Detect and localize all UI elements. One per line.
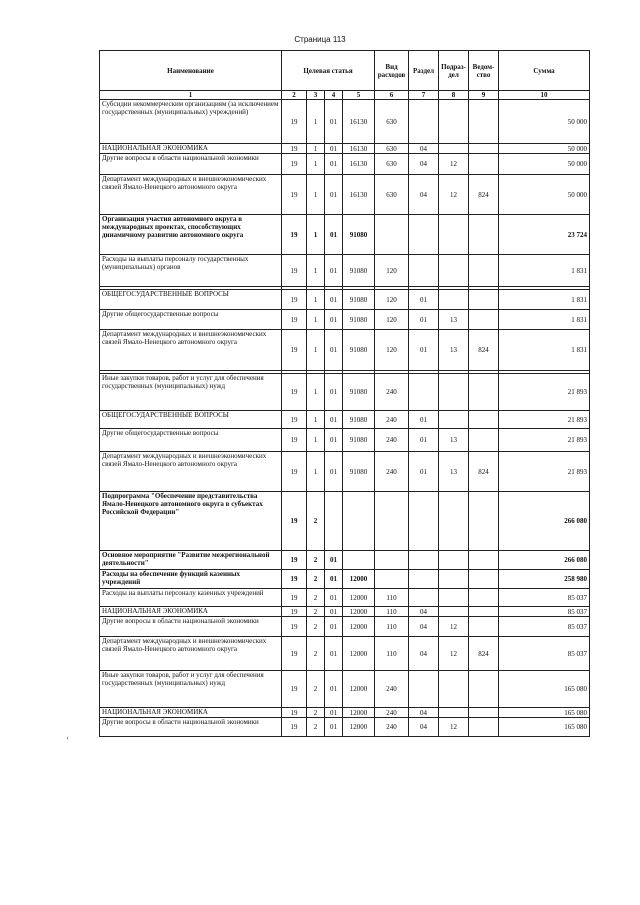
subsection-cell (439, 492, 469, 551)
expense-type-cell: 110 (375, 589, 409, 607)
scan-mark: ‘ (66, 735, 69, 745)
target-subprogram-cell: 1 (307, 310, 325, 330)
target-subprogram-cell: 1 (307, 144, 325, 154)
subsection-cell (439, 551, 469, 570)
department-code-cell (469, 144, 499, 154)
target-program-cell: 19 (282, 100, 307, 144)
target-direction-cell: 16130 (343, 175, 375, 215)
target-event-cell: 01 (325, 637, 343, 671)
amount-cell: 1 831 (499, 330, 590, 371)
row-name-cell: Другие вопросы в области национальной экономики (100, 617, 282, 637)
section-cell: 01 (409, 452, 439, 492)
target-event-cell: 01 (325, 215, 343, 255)
section-cell (409, 215, 439, 255)
department-code-cell (469, 310, 499, 330)
section-cell: 04 (409, 154, 439, 175)
col-number: 3 (307, 91, 325, 100)
target-subprogram-cell: 1 (307, 175, 325, 215)
section-cell (409, 671, 439, 708)
target-event-cell: 01 (325, 429, 343, 452)
target-subprogram-cell: 2 (307, 589, 325, 607)
table-row (100, 551, 590, 570)
target-direction-cell: 91080 (343, 374, 375, 411)
target-program-cell: 19 (282, 144, 307, 154)
expense-type-cell: 630 (375, 144, 409, 154)
department-code-cell: 824 (469, 637, 499, 671)
row-name-cell: Расходы на обеспечение функций казенных учреждений (100, 570, 282, 589)
subsection-cell (439, 411, 469, 429)
budget-table (99, 50, 590, 737)
target-program-cell: 19 (282, 617, 307, 637)
department-code-cell: 824 (469, 330, 499, 371)
row-name-cell: Организация участия автономного округа в международных проектах, способствующих динамичному развитию автономного округа (100, 215, 282, 255)
table-row (100, 637, 590, 671)
target-program-cell: 19 (282, 411, 307, 429)
amount-cell: 165 080 (499, 671, 590, 708)
target-subprogram-cell: 1 (307, 374, 325, 411)
target-event-cell: 01 (325, 570, 343, 589)
target-subprogram-cell: 2 (307, 570, 325, 589)
department-code-cell (469, 374, 499, 411)
target-event-cell: 01 (325, 175, 343, 215)
department-code-cell (469, 215, 499, 255)
amount-cell: 165 080 (499, 718, 590, 737)
row-name-cell: Департамент международных и внешнеэкономических связей Ямало-Ненецкого автономного округа (100, 330, 282, 371)
target-subprogram-cell: 2 (307, 637, 325, 671)
department-code-cell (469, 492, 499, 551)
department-code-cell (469, 100, 499, 144)
column-number-row (100, 91, 590, 100)
target-direction-cell: 91080 (343, 452, 375, 492)
department-code-cell (469, 617, 499, 637)
subsection-cell (439, 671, 469, 708)
table-row (100, 330, 590, 371)
expense-type-cell: 240 (375, 718, 409, 737)
target-event-cell: 01 (325, 452, 343, 492)
target-program-cell: 19 (282, 452, 307, 492)
col-number: 10 (499, 91, 590, 100)
table-row (100, 100, 590, 144)
department-code-cell (469, 551, 499, 570)
table-row (100, 492, 590, 551)
table-row (100, 589, 590, 607)
target-direction-cell: 91080 (343, 310, 375, 330)
expense-type-cell: 240 (375, 374, 409, 411)
target-subprogram-cell: 1 (307, 452, 325, 492)
amount-cell: 266 080 (499, 492, 590, 551)
table-row (100, 154, 590, 175)
row-name-cell: Департамент международных и внешнеэкономических связей Ямало-Ненецкого автономного округа (100, 637, 282, 671)
department-code-cell (469, 290, 499, 310)
target-event-cell: 01 (325, 255, 343, 287)
target-direction-cell: 91080 (343, 330, 375, 371)
table-row (100, 175, 590, 215)
department-code-cell (469, 411, 499, 429)
target-subprogram-cell: 2 (307, 551, 325, 570)
target-direction-cell: 16130 (343, 144, 375, 154)
header-summa: Сумма (499, 51, 590, 91)
table-row (100, 411, 590, 429)
section-cell (409, 551, 439, 570)
section-cell (409, 492, 439, 551)
section-cell: 04 (409, 718, 439, 737)
section-cell: 01 (409, 290, 439, 310)
target-direction-cell: 12000 (343, 570, 375, 589)
target-subprogram-cell: 2 (307, 671, 325, 708)
target-direction-cell: 12000 (343, 671, 375, 708)
expense-type-cell (375, 551, 409, 570)
expense-type-cell: 240 (375, 671, 409, 708)
target-subprogram-cell: 1 (307, 215, 325, 255)
row-name-cell: Другие вопросы в области национальной экономики (100, 154, 282, 175)
target-program-cell: 19 (282, 708, 307, 718)
table-row (100, 255, 590, 287)
section-cell (409, 570, 439, 589)
target-event-cell: 01 (325, 374, 343, 411)
table-row (100, 617, 590, 637)
page-number: Страница 113 (294, 35, 346, 44)
target-direction-cell: 16130 (343, 154, 375, 175)
table-row (100, 607, 590, 617)
col-number: 2 (282, 91, 307, 100)
row-name-cell: Субсидии некоммерческим организациям (за исключением государственных (муниципальных) учреждений) (100, 100, 282, 144)
table-row (100, 144, 590, 154)
section-cell: 04 (409, 708, 439, 718)
expense-type-cell: 120 (375, 310, 409, 330)
target-subprogram-cell: 1 (307, 255, 325, 287)
target-direction-cell: 91080 (343, 255, 375, 287)
section-cell: 01 (409, 429, 439, 452)
amount-cell: 85 037 (499, 607, 590, 617)
amount-cell: 50 000 (499, 144, 590, 154)
expense-type-cell (375, 215, 409, 255)
amount-cell: 1 831 (499, 255, 590, 287)
target-direction-cell: 91080 (343, 290, 375, 310)
target-direction-cell: 12000 (343, 589, 375, 607)
section-cell: 01 (409, 330, 439, 371)
expense-type-cell (375, 570, 409, 589)
target-subprogram-cell: 1 (307, 330, 325, 371)
section-cell: 01 (409, 310, 439, 330)
target-program-cell: 19 (282, 718, 307, 737)
target-subprogram-cell: 1 (307, 429, 325, 452)
subsection-cell: 13 (439, 310, 469, 330)
target-subprogram-cell: 2 (307, 708, 325, 718)
section-cell (409, 589, 439, 607)
target-event-cell: 01 (325, 330, 343, 371)
header-row (100, 51, 590, 91)
target-program-cell: 19 (282, 290, 307, 310)
row-name-cell: Другие общегосударственные вопросы (100, 310, 282, 330)
amount-cell: 21 893 (499, 452, 590, 492)
amount-cell: 50 000 (499, 175, 590, 215)
row-name-cell: Департамент международных и внешнеэкономических связей Ямало-Ненецкого автономного округа (100, 175, 282, 215)
target-event-cell: 01 (325, 551, 343, 570)
target-subprogram-cell: 2 (307, 607, 325, 617)
section-cell (409, 374, 439, 411)
department-code-cell (469, 607, 499, 617)
expense-type-cell: 240 (375, 452, 409, 492)
table-row (100, 374, 590, 411)
col-number: 7 (409, 91, 439, 100)
target-event-cell: 01 (325, 154, 343, 175)
target-direction-cell (343, 551, 375, 570)
department-code-cell (469, 255, 499, 287)
subsection-cell (439, 215, 469, 255)
expense-type-cell: 630 (375, 175, 409, 215)
col-number: 1 (100, 91, 282, 100)
expense-type-cell: 630 (375, 100, 409, 144)
target-event-cell: 01 (325, 607, 343, 617)
amount-cell: 23 724 (499, 215, 590, 255)
col-number: 6 (375, 91, 409, 100)
target-event-cell: 01 (325, 310, 343, 330)
subsection-cell (439, 589, 469, 607)
row-name-cell: Иные закупки товаров, работ и услуг для обеспечения государственных (муниципальных) нужд (100, 671, 282, 708)
subsection-cell (439, 607, 469, 617)
target-program-cell: 19 (282, 671, 307, 708)
department-code-cell (469, 589, 499, 607)
table-row (100, 215, 590, 255)
amount-cell: 21 893 (499, 429, 590, 452)
subsection-cell (439, 144, 469, 154)
section-cell: 04 (409, 637, 439, 671)
expense-type-cell: 120 (375, 330, 409, 371)
subsection-cell: 13 (439, 429, 469, 452)
expense-type-cell: 110 (375, 637, 409, 671)
row-name-cell: НАЦИОНАЛЬНАЯ ЭКОНОМИКА (100, 708, 282, 718)
subsection-cell (439, 708, 469, 718)
amount-cell: 266 080 (499, 551, 590, 570)
target-event-cell: 01 (325, 100, 343, 144)
target-program-cell: 19 (282, 429, 307, 452)
target-program-cell: 19 (282, 310, 307, 330)
header-name: Наименование (100, 51, 282, 91)
target-subprogram-cell: 1 (307, 100, 325, 144)
table-row (100, 718, 590, 737)
target-direction-cell: 12000 (343, 607, 375, 617)
subsection-cell: 13 (439, 330, 469, 371)
target-event-cell: 01 (325, 589, 343, 607)
subsection-cell: 12 (439, 175, 469, 215)
row-name-cell: Другие вопросы в области национальной экономики (100, 718, 282, 737)
header-vedomstvo: Ведом-ство (469, 51, 499, 91)
subsection-cell: 13 (439, 452, 469, 492)
department-code-cell (469, 429, 499, 452)
department-code-cell: 824 (469, 452, 499, 492)
department-code-cell (469, 671, 499, 708)
subsection-cell (439, 255, 469, 287)
expense-type-cell: 120 (375, 255, 409, 287)
target-event-cell: 01 (325, 411, 343, 429)
section-cell (409, 255, 439, 287)
target-program-cell: 19 (282, 154, 307, 175)
expense-type-cell: 630 (375, 154, 409, 175)
department-code-cell (469, 570, 499, 589)
row-name-cell: ОБЩЕГОСУДАРСТВЕННЫЕ ВОПРОСЫ (100, 290, 282, 310)
target-program-cell: 19 (282, 175, 307, 215)
target-subprogram-cell: 1 (307, 411, 325, 429)
target-program-cell: 19 (282, 589, 307, 607)
header-target: Целевая статья (282, 51, 375, 91)
amount-cell: 21 893 (499, 374, 590, 411)
row-name-cell: Департамент международных и внешнеэкономических связей Ямало-Ненецкого автономного округа (100, 452, 282, 492)
target-direction-cell: 16130 (343, 100, 375, 144)
target-direction-cell: 91080 (343, 215, 375, 255)
expense-type-cell: 240 (375, 708, 409, 718)
department-code-cell (469, 718, 499, 737)
target-program-cell: 19 (282, 374, 307, 411)
header-vid: Вид расходов (375, 51, 409, 91)
expense-type-cell: 240 (375, 429, 409, 452)
header-razdel: Раздел (409, 51, 439, 91)
amount-cell: 165 080 (499, 708, 590, 718)
target-program-cell: 19 (282, 215, 307, 255)
target-event-cell: 01 (325, 718, 343, 737)
target-direction-cell: 12000 (343, 718, 375, 737)
target-program-cell: 19 (282, 330, 307, 371)
amount-cell: 1 831 (499, 310, 590, 330)
row-name-cell: Расходы на выплаты персоналу казенных учреждений (100, 589, 282, 607)
amount-cell: 50 000 (499, 154, 590, 175)
target-direction-cell (343, 492, 375, 551)
expense-type-cell (375, 492, 409, 551)
table-row (100, 429, 590, 452)
col-number: 5 (343, 91, 375, 100)
target-event-cell: 01 (325, 144, 343, 154)
expense-type-cell: 240 (375, 411, 409, 429)
table-body (100, 100, 590, 737)
section-cell: 04 (409, 607, 439, 617)
target-program-cell: 19 (282, 607, 307, 617)
target-program-cell: 19 (282, 570, 307, 589)
target-event-cell (325, 492, 343, 551)
section-cell (409, 100, 439, 144)
amount-cell: 50 000 (499, 100, 590, 144)
amount-cell: 1 831 (499, 290, 590, 310)
target-program-cell: 19 (282, 492, 307, 551)
target-subprogram-cell: 2 (307, 718, 325, 737)
header-podrazdel: Подраз-дел (439, 51, 469, 91)
row-name-cell: ОБЩЕГОСУДАРСТВЕННЫЕ ВОПРОСЫ (100, 411, 282, 429)
target-program-cell: 19 (282, 637, 307, 671)
amount-cell: 85 037 (499, 589, 590, 607)
department-code-cell: 824 (469, 175, 499, 215)
section-cell: 04 (409, 175, 439, 215)
subsection-cell: 12 (439, 718, 469, 737)
section-cell: 04 (409, 144, 439, 154)
expense-type-cell: 120 (375, 290, 409, 310)
subsection-cell (439, 374, 469, 411)
row-name-cell: Другие общегосударственные вопросы (100, 429, 282, 452)
target-event-cell: 01 (325, 617, 343, 637)
target-subprogram-cell: 1 (307, 290, 325, 310)
section-cell: 04 (409, 617, 439, 637)
target-direction-cell: 12000 (343, 708, 375, 718)
target-subprogram-cell: 2 (307, 617, 325, 637)
amount-cell: 258 980 (499, 570, 590, 589)
row-name-cell: Иные закупки товаров, работ и услуг для обеспечения государственных (муниципальных) нужд (100, 374, 282, 411)
subsection-cell: 12 (439, 617, 469, 637)
expense-type-cell: 110 (375, 607, 409, 617)
table-row (100, 452, 590, 492)
expense-type-cell: 110 (375, 617, 409, 637)
table-row (100, 290, 590, 310)
target-subprogram-cell: 1 (307, 154, 325, 175)
target-direction-cell: 12000 (343, 617, 375, 637)
col-number: 8 (439, 91, 469, 100)
subsection-cell (439, 570, 469, 589)
target-direction-cell: 91080 (343, 429, 375, 452)
amount-cell: 85 037 (499, 617, 590, 637)
department-code-cell (469, 154, 499, 175)
department-code-cell (469, 708, 499, 718)
amount-cell: 85 037 (499, 637, 590, 671)
section-cell: 01 (409, 411, 439, 429)
target-event-cell: 01 (325, 708, 343, 718)
row-name-cell: НАЦИОНАЛЬНАЯ ЭКОНОМИКА (100, 607, 282, 617)
target-event-cell: 01 (325, 290, 343, 310)
table-row (100, 570, 590, 589)
target-program-cell: 19 (282, 255, 307, 287)
subsection-cell: 12 (439, 154, 469, 175)
target-direction-cell: 91080 (343, 411, 375, 429)
row-name-cell: НАЦИОНАЛЬНАЯ ЭКОНОМИКА (100, 144, 282, 154)
target-program-cell: 19 (282, 551, 307, 570)
subsection-cell (439, 100, 469, 144)
col-number: 4 (325, 91, 343, 100)
col-number: 9 (469, 91, 499, 100)
target-direction-cell: 12000 (343, 637, 375, 671)
table-row (100, 671, 590, 708)
subsection-cell: 12 (439, 637, 469, 671)
row-name-cell: Расходы на выплаты персоналу государственных (муниципальных) органов (100, 255, 282, 287)
target-event-cell: 01 (325, 671, 343, 708)
target-subprogram-cell: 2 (307, 492, 325, 551)
table-row (100, 310, 590, 330)
amount-cell: 21 893 (499, 411, 590, 429)
row-name-cell: Основное мероприятие "Развитие межрегиональной деятельности" (100, 551, 282, 570)
subsection-cell (439, 290, 469, 310)
table-row (100, 708, 590, 718)
row-name-cell: Подпрограмма "Обеспечение представительства Ямало-Ненецкого автономного округа в субъектах Российской Федерации" (100, 492, 282, 551)
